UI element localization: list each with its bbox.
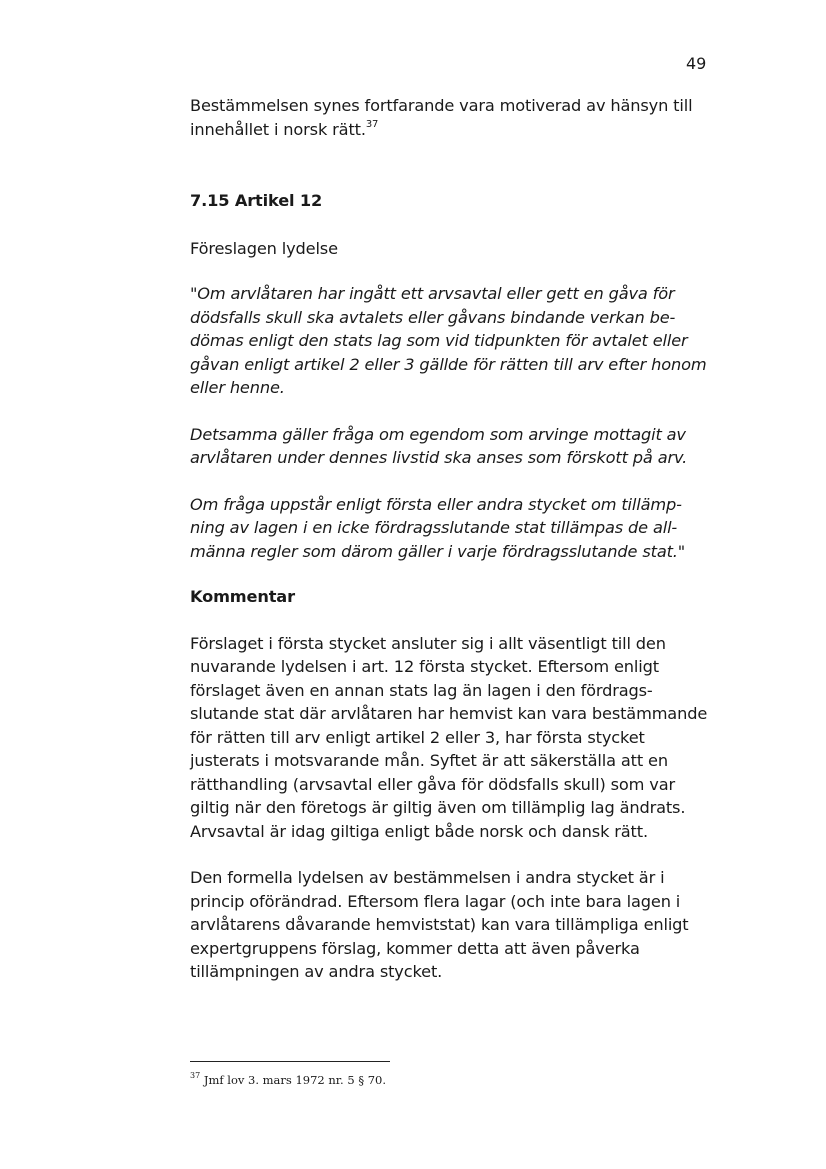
- text-line: justerats i motsvarande mån. Syftet är att säkerställa att en: [190, 751, 668, 770]
- text-line: dömas enligt den stats lag som vid tidpunkten för avtalet eller: [190, 331, 688, 350]
- proposal-paragraph-2: [190, 423, 730, 470]
- text-line: ning av lagen i en icke fördragsslutande stat tillämpas de all-: [190, 518, 678, 537]
- text-line: eller henne.: [190, 378, 285, 397]
- text-line: slutande stat där arvlåtaren har hemvist kan vara bestämmande: [190, 704, 708, 723]
- comment-paragraph-2: [190, 866, 730, 984]
- text-line: Arvsavtal är idag giltiga enligt både norsk och dansk rätt.: [190, 821, 648, 841]
- page-content: [190, 94, 730, 984]
- proposal-paragraph-1: [190, 282, 730, 400]
- text-line: Bestämmelsen synes fortfarande vara motiverad av hänsyn till: [190, 96, 693, 115]
- text-line: förslaget även en annan stats lag än lagen i den fördrags-: [190, 680, 653, 700]
- page-number: 49: [686, 54, 707, 73]
- comment-heading: Kommentar: [190, 587, 295, 606]
- text-line: gåvan enligt artikel 2 eller 3 gällde för rätten till arv efter honom: [190, 354, 707, 374]
- text-line: tillämpningen av andra stycket.: [190, 962, 443, 981]
- proposal-label: Föreslagen lydelse: [190, 238, 338, 258]
- text-line: Förslaget i första stycket ansluter sig i allt väsentligt till den: [190, 633, 666, 653]
- text-line: männa regler som därom gäller i varje fördragsslutande stat.": [190, 541, 686, 561]
- footnote-text: Jmf lov 3. mars 1972 nr. 5 § 70.: [203, 1073, 387, 1087]
- text-line: Om fråga uppstår enligt första eller andra stycket om tillämp-: [190, 494, 682, 514]
- text-line: giltig när den företogs är giltig även om tillämplig lag ändrats.: [190, 798, 686, 817]
- text-line: för rätten till arv enligt artikel 2 eller 3, har första stycket: [190, 727, 645, 747]
- text-line: "Om arvlåtaren har ingått ett arvsavtal eller gett en gåva för: [190, 284, 675, 303]
- text-line: princip oförändrad. Eftersom flera lagar (och inte bara lagen i: [190, 891, 681, 911]
- text-line: Detsamma gäller fråga om egendom som arvinge mottagit av: [190, 424, 686, 444]
- text-line: expertgruppens förslag, kommer detta att även påverka: [190, 938, 640, 958]
- footnote-divider: [190, 1061, 390, 1062]
- footnote-marker: 37: [190, 1071, 201, 1081]
- text-line: arvlåtarens dåvarande hemviststat) kan vara tillämpliga enligt: [190, 915, 689, 934]
- text-line: innehållet i norsk rätt.: [190, 119, 366, 139]
- text-line: dödsfalls skull ska avtalets eller gåvans bindande verkan be-: [190, 307, 676, 327]
- proposal-paragraph-3: [190, 493, 730, 564]
- text-line: Den formella lydelsen av bestämmelsen i andra stycket är i: [190, 868, 665, 887]
- text-line: nuvarande lydelsen i art. 12 första stycket. Eftersom enligt: [190, 657, 659, 676]
- text-line: rätthandling (arvsavtal eller gåva för dödsfalls skull) som var: [190, 774, 675, 794]
- footnote: [190, 1073, 386, 1087]
- footnote-reference: 37: [365, 119, 379, 131]
- section-heading: 7.15 Artikel 12: [190, 191, 323, 210]
- comment-paragraph-1: [190, 632, 730, 844]
- intro-paragraph: [190, 94, 730, 141]
- text-line: arvlåtaren under dennes livstid ska anses som förskott på arv.: [190, 448, 688, 467]
